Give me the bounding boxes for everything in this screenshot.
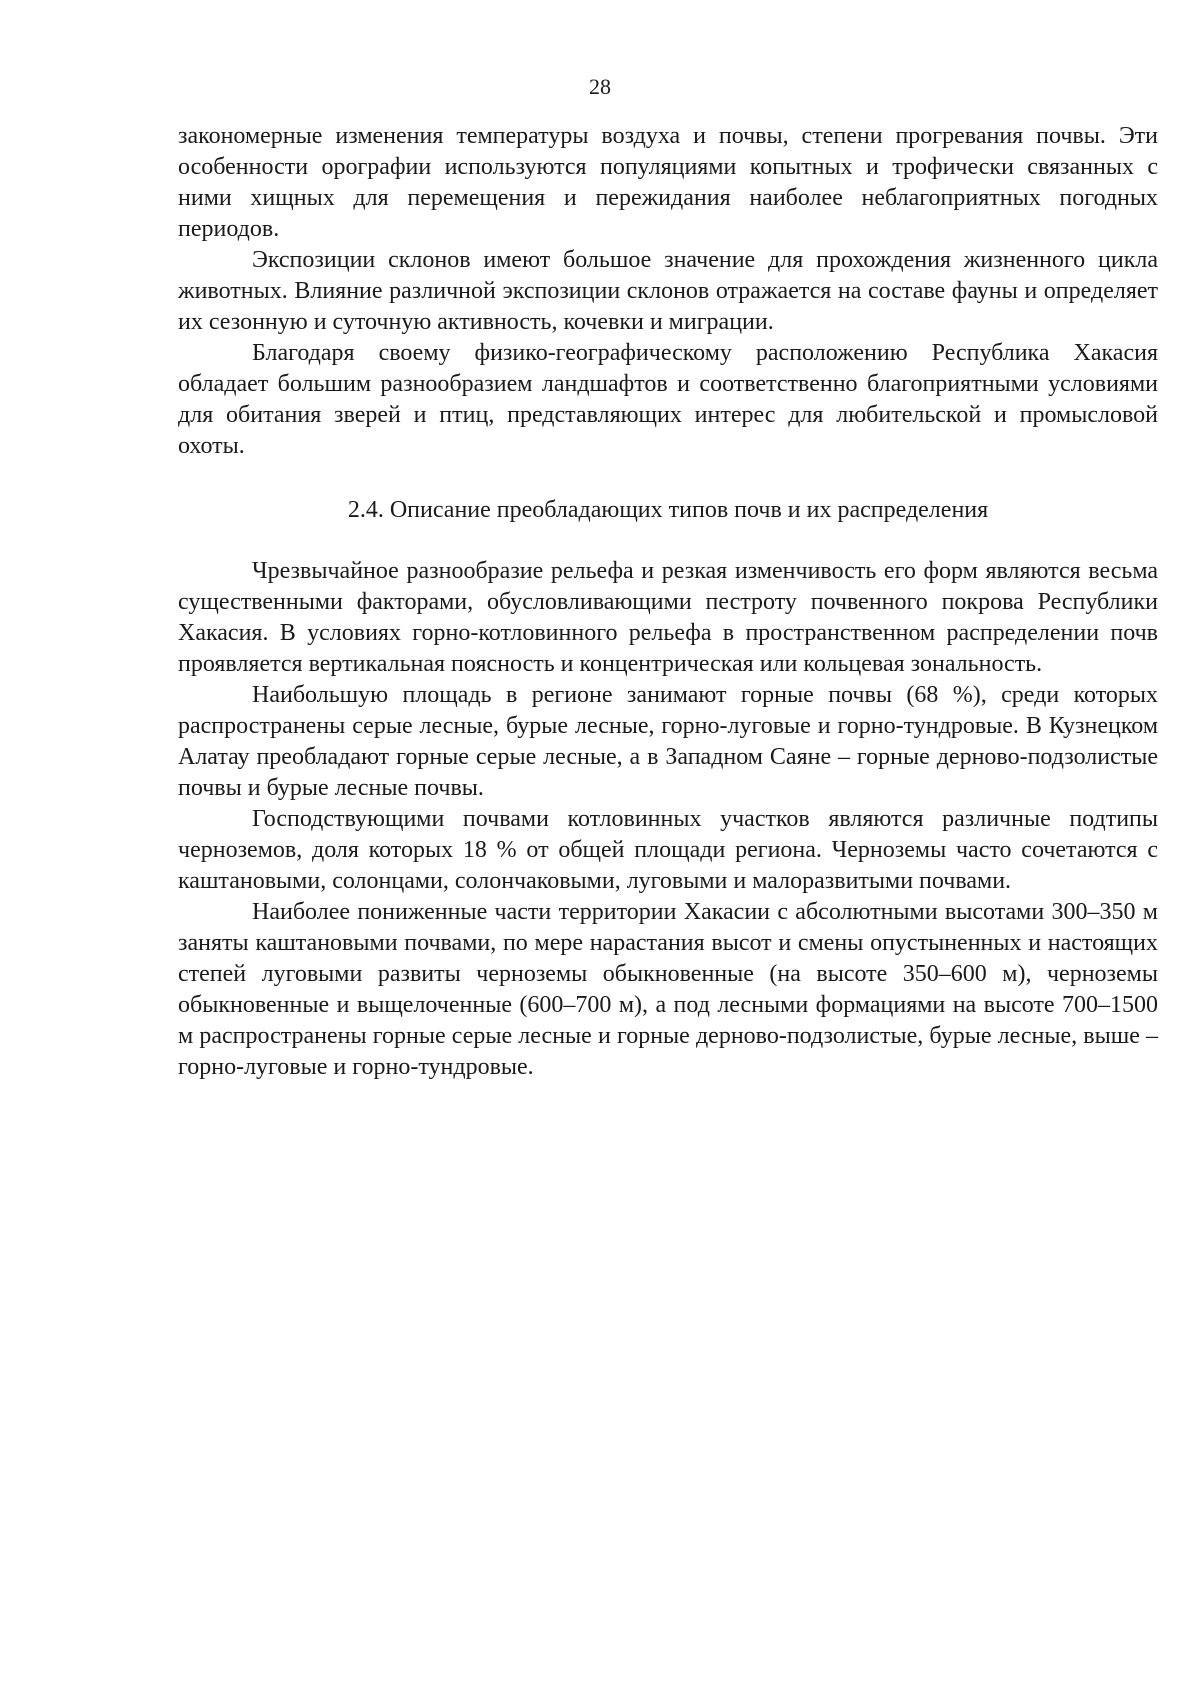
intro-text — [178, 121, 1158, 462]
paragraph-mountain-soils: Наибольшую площадь в регионе занимают горные почвы (68 %), среди которых распространены серые лесные, бурые лесные, горно-луговые и горно-тундровые. В Кузнецком Алатау преобладают горные серые лесные, а в Западном Саяне – горные дерново-подзолистые почвы и бурые лесные почвы. — [178, 682, 1158, 801]
section-heading: 2.4. Описание преобладающих типов почв и их распределения — [347, 497, 989, 523]
paragraph-altitude-zones: Наиболее пониженные части территории Хакасии с абсолютными высотами 300–350 м заняты каштановыми почвами, по мере нарастания высот и смены опустыненных и настоящих степей луговыми развиты черноземы обыкновенные (на высоте 350–600 м), черноземы обыкновенные и выщелоченные (600–700 м), а под лесными формациями на высоте 700–1500 м распространены горные серые лесные и горные дерново-подзолистые, бурые лесные, выше – горно-луговые и горно-тундровые. — [178, 899, 1158, 1080]
paragraph-slope-exposition: Экспозиции склонов имеют большое значение для прохождения жизненного цикла животных. Влияние различной экспозиции склонов отражается на составе фауны и определяет их сезонную и суточную активность, кочевки и миграции. — [178, 247, 1158, 335]
paragraph-relief-diversity: Чрезвычайное разнообразие рельефа и резкая изменчивость его форм являются весьма существенными факторами, обусловливающими пестроту почвенного покрова Республики Хакасия. В условиях горно-котловинного рельефа в пространственном распределении почв проявляется вертикальная поясность и концентрическая или кольцевая зональность. — [178, 558, 1158, 677]
paragraph-continuation: закономерные изменения температуры воздуха и почвы, степени прогревания почвы. Эти особенности орографии используются популяциями копытных и трофически связанных с ними хищных для перемещения и пережидания наиболее неблагоприятных погодных периодов. — [178, 123, 1158, 242]
paragraph-landscape-diversity: Благодаря своему физико-географическому расположению Республика Хакасия обладает большим разнообразием ландшафтов и соответственно благоприятными условиями для обитания зверей и птиц, представляющих интерес для любительской и промысловой охоты. — [178, 340, 1158, 459]
page-number: 28 — [589, 74, 611, 99]
paragraph-chernozems: Господствующими почвами котловинных участков являются различные подтипы черноземов, доля которых 18 % от общей площади региона. Черноземы часто сочетаются с каштановыми, солонцами, солончаковыми, луговыми и малоразвитыми почвами. — [178, 806, 1158, 894]
section-text — [178, 556, 1158, 1083]
